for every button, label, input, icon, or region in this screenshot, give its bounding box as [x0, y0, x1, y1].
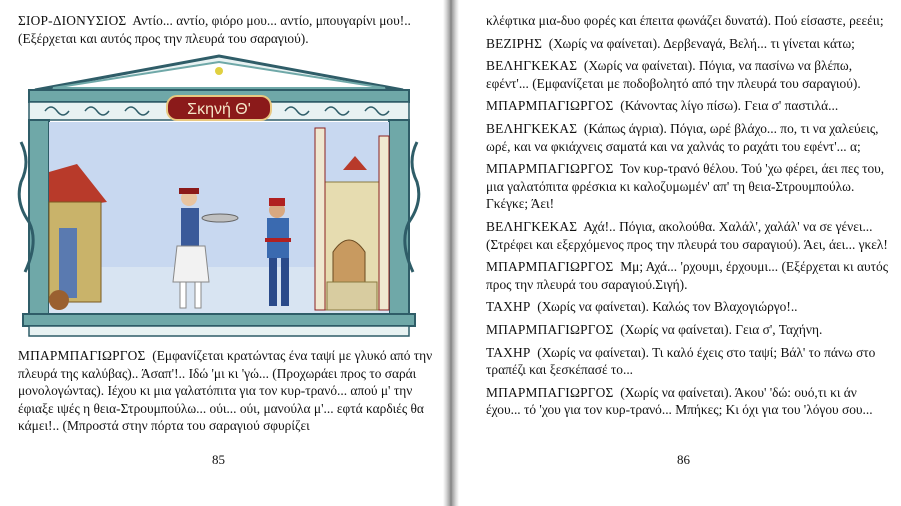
speaker-name: ΜΠΑΡΜΠΑΓΙΩΡΓΟΣ	[486, 161, 614, 177]
book-gutter	[443, 0, 459, 506]
paragraph-text: (Χωρίς να φαίνεται). Γεια σ', Ταχήνη.	[620, 321, 823, 337]
speaker-name: ΤΑΧΗΡ	[486, 299, 531, 315]
paragraph	[486, 344, 890, 379]
paragraph-text: (Χωρίς να φαίνεται). Τι καλό έχεις στο ταψί; Βάλ' το πάνω στο τραπέζι και ξεσκέπασέ το...	[486, 344, 876, 378]
page-number: 85	[212, 452, 225, 467]
page-number: 86	[677, 452, 690, 467]
paragraph-text: (Κάνοντας λίγο πίσω). Γεια σ' παστιλά...	[620, 98, 839, 114]
scene-title: Σκηνή Θ'	[187, 101, 251, 118]
paragraph-text: Τον κυρ-τρανό θέλου. Τού 'χω φέρει, άει πες του, μια γαλατόπιτα φρέσκια κι καλοζυμωμέν' απ' τη θεια-Στρουμπούλω. Γκέγκε; Άει!	[486, 161, 885, 212]
stage-plinth	[29, 326, 409, 336]
paragraph-text: (Χωρίς να φαίνεται). Καλώς τον Βλαχογιώργο!..	[537, 299, 798, 315]
bottom-paragraph	[18, 347, 438, 435]
paragraph	[486, 258, 890, 293]
sun-dot	[215, 67, 223, 75]
paragraph-text: Αχά!.. Πόγια, ακολούθα. Χαλάλ', χαλάλ' να σε γένει... (Στρέφει και εξερχόμενος προς την πλευρά του σαραγιού). Άει, άει... γκελ!	[486, 218, 888, 252]
paragraph-text: (Χωρίς να φαίνεται). Πόγια, να πασίνω να βλέπω, εφέντ'... (Εμφανίζεται με ποδοβολητό από την πλευρά του σαραγιού).	[486, 58, 861, 91]
right-page	[459, 0, 901, 506]
paragraph-text: κλέφτικα μια-δυο φορές και έπειτα φωνάζει δυνατά). Πού είσαστε, ρεεέιι;	[486, 13, 884, 28]
speaker-name: ΒΕΛΗΓΚΕΚΑΣ	[486, 120, 578, 136]
paragraph	[486, 160, 890, 213]
paragraph	[486, 35, 890, 53]
speaker-name: ΜΠΑΡΜΠΑΓΙΩΡΓΟΣ	[486, 384, 614, 400]
hut-door	[59, 228, 77, 298]
paragraph	[486, 384, 890, 419]
paragraph	[486, 218, 890, 253]
paragraph-text: Αντίο... αντίο, φιόρο μου... αντίο, μπουγαρίνι μου!.. (Εξέρχεται και αυτός προς την πλευρά του σαραγιού).	[18, 13, 411, 46]
right-text-column	[486, 12, 890, 424]
paragraph	[486, 321, 890, 339]
speaker-name: ΒΕΛΗΓΚΕΚΑΣ	[486, 58, 578, 74]
speaker-name: ΤΑΧΗΡ	[486, 344, 531, 360]
speaker-name: ΜΠΑΡΜΠΑΓΙΩΡΓΟΣ	[486, 259, 614, 275]
paragraph-text: (Χωρίς να φαίνεται). Άκου' 'δώ: ουό,τι κι άν έχου... τό 'χου για τον κυρ-τρανό... Μπήκες; Κι όχι για του 'λόγου σου...	[486, 384, 873, 418]
paragraph	[486, 120, 890, 155]
paragraph	[486, 97, 890, 115]
paragraph-text: (Χωρίς να φαίνεται). Δερβεναγά, Βελή... τι γίνεται κάτω;	[548, 35, 855, 51]
right-column	[389, 120, 409, 320]
scene-illustration	[15, 52, 423, 340]
top-paragraph	[18, 12, 438, 47]
speaker-name: ΒΕΛΗΓΚΕΚΑΣ	[486, 218, 578, 234]
paragraph-text: (Εμφανίζεται κρατώντας ένα ταψί με γλυκό από την πλευρά της καλύβας).. Άσαπ'!.. Ιδώ 'μι κι 'γώ... (Προχωράει προς το σαράι μονολογώντας). Ιέχου κι μια γαλατόπιτα για τον κυρ-τρανό... απού μ' την έφιαξε ιψές η θεια-Στρουμπούλω... ούι... ούι, μανούλα μ'... εφτά καρδιές θα κάμει!.. (Μπροστά στην πόρτα του σαραγιού σφυρίζει	[18, 348, 433, 434]
speaker-name: ΒΕΖΙΡΗΣ	[486, 35, 543, 51]
paragraph	[486, 57, 890, 92]
pot	[49, 290, 69, 310]
speaker-name: ΜΠΑΡΜΠΑΓΙΩΡΓΟΣ	[486, 321, 614, 337]
paragraph	[486, 298, 890, 316]
paragraph-text: (Κάπως άγρια). Πόγια, ωρέ βλάχο... πο, τι να χαλεύεις, ωρέ, και να φκιάχνεις σαματά και να χαλνάς το ραχάτι του εφέντ'... α;	[486, 120, 879, 154]
paragraph-text: Μμ; Αχά... 'ρχουμι, έρχουμι... (Εξέρχεται κι αυτός προς την πλευρά του σαραγιού.Σιγή).	[486, 259, 889, 292]
left-page	[0, 0, 443, 506]
speaker-name: ΣΙΟΡ-ΔΙΟΝΥΣΙΟΣ	[18, 13, 127, 28]
speaker-name: ΜΠΑΡΜΠΑΓΙΩΡΓΟΣ	[18, 348, 146, 363]
paragraph	[486, 12, 890, 30]
stage-base	[23, 314, 415, 326]
speaker-name: ΜΠΑΡΜΠΑΓΙΩΡΓΟΣ	[486, 98, 614, 114]
left-column	[29, 120, 49, 320]
